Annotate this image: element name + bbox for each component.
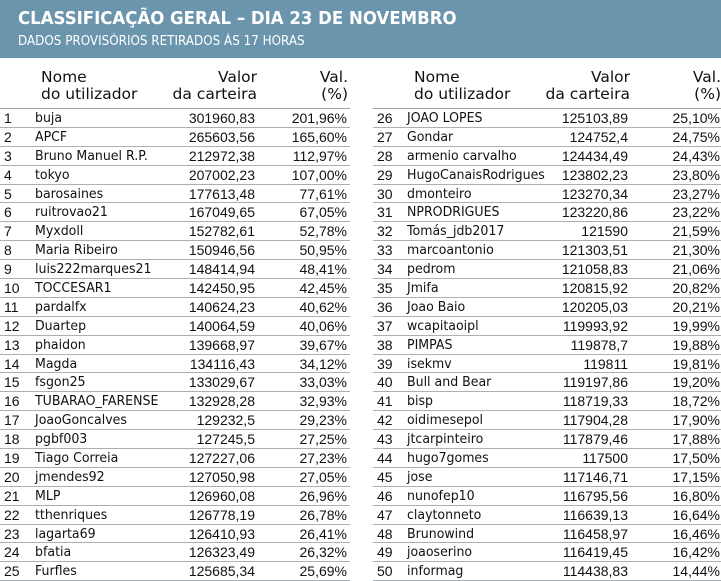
username-cell: HugoCanaisRodrigues bbox=[407, 166, 545, 183]
portfolio-value-cell: 142450,95 bbox=[188, 280, 255, 297]
rank-cell: 46 bbox=[377, 487, 393, 504]
portfolio-value-cell: 126778,19 bbox=[188, 506, 255, 523]
table-row bbox=[0, 279, 350, 298]
rank-cell: 14 bbox=[4, 355, 20, 372]
rank-cell: 33 bbox=[377, 242, 393, 259]
rank-cell: 34 bbox=[377, 261, 393, 278]
portfolio-value-cell: 119993,92 bbox=[562, 317, 628, 334]
portfolio-value-cell: 116639,13 bbox=[562, 506, 628, 523]
percent-change-cell: 112,97% bbox=[292, 147, 347, 164]
percent-change-cell: 32,93% bbox=[299, 393, 347, 410]
portfolio-value-cell: 167049,65 bbox=[188, 204, 255, 221]
percent-change-cell: 17,15% bbox=[672, 468, 720, 485]
rank-cell: 12 bbox=[4, 317, 20, 334]
portfolio-value-cell: 121058,83 bbox=[561, 261, 628, 278]
table-row bbox=[373, 185, 721, 204]
portfolio-value-cell: 116795,56 bbox=[562, 487, 628, 504]
percent-change-cell: 42,45% bbox=[299, 280, 347, 297]
username-cell: TUBARAO_FARENSE bbox=[35, 393, 159, 410]
rank-cell: 25 bbox=[4, 563, 20, 580]
username-cell: Maria Ribeiro bbox=[35, 242, 118, 259]
table-row bbox=[373, 109, 721, 128]
username-cell: Joao Baio bbox=[407, 298, 466, 315]
portfolio-value-cell: 129232,5 bbox=[196, 412, 255, 429]
table-row bbox=[0, 203, 350, 222]
header-pct: Val. (%) bbox=[692, 68, 721, 103]
percent-change-cell: 16,46% bbox=[672, 525, 720, 542]
table-row bbox=[373, 373, 721, 392]
rank-cell: 43 bbox=[377, 431, 393, 448]
rank-cell: 22 bbox=[4, 506, 20, 523]
percent-change-cell: 25,10% bbox=[672, 110, 720, 126]
percent-change-cell: 17,90% bbox=[672, 412, 720, 429]
table-row bbox=[373, 128, 721, 147]
table-row bbox=[0, 185, 350, 204]
username-cell: phaidon bbox=[35, 336, 86, 353]
table-row bbox=[0, 525, 350, 544]
portfolio-value-cell: 265603,56 bbox=[188, 128, 255, 145]
portfolio-value-cell: 125685,34 bbox=[188, 563, 255, 580]
rank-cell: 18 bbox=[4, 431, 20, 448]
percent-change-cell: 19,99% bbox=[672, 317, 720, 334]
table-row bbox=[373, 487, 721, 506]
table-header bbox=[373, 58, 721, 109]
table-row bbox=[373, 543, 721, 562]
table-body bbox=[0, 109, 350, 581]
table-row bbox=[0, 430, 350, 449]
table-row bbox=[373, 392, 721, 411]
username-cell: bfatia bbox=[35, 544, 72, 561]
portfolio-value-cell: 301960,83 bbox=[188, 110, 255, 126]
username-cell: Bruno Manuel R.P. bbox=[35, 147, 148, 164]
percent-change-cell: 24,75% bbox=[672, 128, 720, 145]
portfolio-value-cell: 124752,4 bbox=[569, 128, 628, 145]
percent-change-cell: 23,80% bbox=[672, 166, 720, 183]
page-subtitle: DADOS PROVISÓRIOS RETIRADOS ÀS 17 HORAS bbox=[18, 34, 305, 49]
portfolio-value-cell: 119878,7 bbox=[570, 336, 628, 353]
percent-change-cell: 24,43% bbox=[672, 147, 720, 164]
table-row bbox=[0, 241, 350, 260]
username-cell: JoaoGoncalves bbox=[35, 412, 127, 429]
portfolio-value-cell: 117146,71 bbox=[562, 468, 628, 485]
rank-cell: 31 bbox=[377, 204, 393, 221]
rank-cell: 42 bbox=[377, 412, 393, 429]
table-row bbox=[0, 411, 350, 430]
rank-cell: 50 bbox=[377, 563, 393, 580]
percent-change-cell: 40,62% bbox=[299, 298, 347, 315]
portfolio-value-cell: 212972,38 bbox=[188, 147, 255, 164]
portfolio-value-cell: 148414,94 bbox=[188, 261, 255, 278]
table-row bbox=[373, 279, 721, 298]
table-row bbox=[0, 317, 350, 336]
percent-change-cell: 26,96% bbox=[299, 487, 347, 504]
rank-cell: 8 bbox=[4, 242, 12, 259]
portfolio-value-cell: 121303,51 bbox=[561, 242, 628, 259]
percent-change-cell: 27,05% bbox=[299, 468, 347, 485]
table-row bbox=[0, 166, 350, 185]
rank-cell: 37 bbox=[377, 317, 393, 334]
rank-cell: 7 bbox=[4, 223, 12, 240]
username-cell: informag bbox=[407, 563, 464, 580]
username-cell: fsgon25 bbox=[35, 374, 86, 391]
username-cell: jmendes92 bbox=[35, 468, 105, 485]
portfolio-value-cell: 123270,34 bbox=[561, 185, 628, 202]
percent-change-cell: 19,20% bbox=[672, 374, 720, 391]
table-row bbox=[0, 562, 350, 581]
rank-cell: 15 bbox=[4, 374, 20, 391]
percent-change-cell: 33,03% bbox=[299, 374, 347, 391]
rank-cell: 9 bbox=[4, 261, 12, 278]
percent-change-cell: 17,88% bbox=[672, 431, 720, 448]
ranking-table-left bbox=[0, 58, 350, 581]
percent-change-cell: 25,69% bbox=[299, 563, 347, 580]
username-cell: NPRODRIGUES bbox=[407, 204, 500, 221]
portfolio-value-cell: 133029,67 bbox=[188, 374, 255, 391]
table-row bbox=[0, 468, 350, 487]
portfolio-value-cell: 126960,08 bbox=[188, 487, 255, 504]
table-row bbox=[373, 298, 721, 317]
portfolio-value-cell: 120815,92 bbox=[561, 280, 628, 297]
username-cell: jtcarpinteiro bbox=[407, 431, 484, 448]
portfolio-value-cell: 116458,97 bbox=[562, 525, 628, 542]
percent-change-cell: 165,60% bbox=[291, 128, 347, 145]
table-row bbox=[373, 222, 721, 241]
table-row bbox=[373, 336, 721, 355]
title-banner bbox=[0, 0, 721, 58]
rank-cell: 2 bbox=[4, 128, 12, 145]
username-cell: Brunowind bbox=[407, 525, 475, 542]
percent-change-cell: 21,30% bbox=[672, 242, 720, 259]
page-title: CLASSIFICAÇÃO GERAL – DIA 23 DE NOVEMBRO bbox=[18, 8, 457, 29]
table-row bbox=[373, 525, 721, 544]
username-cell: dmonteiro bbox=[407, 185, 472, 202]
table-row bbox=[0, 373, 350, 392]
rank-cell: 36 bbox=[377, 298, 393, 315]
portfolio-value-cell: 126410,93 bbox=[188, 525, 255, 542]
portfolio-value-cell: 118719,33 bbox=[562, 393, 628, 410]
username-cell: wcapitaoipl bbox=[407, 317, 479, 334]
rank-cell: 35 bbox=[377, 280, 393, 297]
portfolio-value-cell: 150946,56 bbox=[188, 242, 255, 259]
rank-cell: 21 bbox=[4, 487, 20, 504]
percent-change-cell: 27,23% bbox=[299, 450, 347, 467]
portfolio-value-cell: 132928,28 bbox=[188, 393, 255, 410]
percent-change-cell: 16,80% bbox=[672, 487, 720, 504]
username-cell: lagarta69 bbox=[35, 525, 96, 542]
table-row bbox=[0, 449, 350, 468]
username-cell: PIMPAS bbox=[407, 336, 453, 353]
table-row bbox=[0, 506, 350, 525]
username-cell: MLP bbox=[35, 487, 61, 504]
username-cell: barosaines bbox=[35, 185, 104, 202]
username-cell: buja bbox=[35, 110, 63, 126]
percent-change-cell: 77,61% bbox=[299, 185, 347, 202]
username-cell: joaoserino bbox=[407, 544, 473, 561]
percent-change-cell: 20,21% bbox=[672, 298, 720, 315]
percent-change-cell: 27,25% bbox=[299, 431, 347, 448]
username-cell: luis222marques21 bbox=[35, 261, 152, 278]
rank-cell: 17 bbox=[4, 412, 20, 429]
rank-cell: 11 bbox=[4, 298, 19, 315]
rank-cell: 26 bbox=[377, 110, 393, 126]
table-row bbox=[0, 543, 350, 562]
percent-change-cell: 48,41% bbox=[299, 261, 347, 278]
username-cell: jose bbox=[407, 468, 433, 485]
table-row bbox=[0, 298, 350, 317]
portfolio-value-cell: 114438,83 bbox=[562, 563, 628, 580]
header-value: Valor da carteira bbox=[545, 68, 630, 103]
table-row bbox=[373, 317, 721, 336]
username-cell: armenio carvalho bbox=[407, 147, 517, 164]
username-cell: Bull and Bear bbox=[407, 374, 492, 391]
portfolio-value-cell: 127227,06 bbox=[188, 450, 255, 467]
username-cell: Magda bbox=[35, 355, 78, 372]
rank-cell: 13 bbox=[4, 336, 20, 353]
table-row bbox=[373, 562, 721, 581]
username-cell: marcoantonio bbox=[407, 242, 494, 259]
username-cell: pedrom bbox=[407, 261, 456, 278]
rank-cell: 3 bbox=[4, 147, 12, 164]
percent-change-cell: 20,82% bbox=[672, 280, 720, 297]
rank-cell: 47 bbox=[377, 506, 393, 523]
username-cell: Duartep bbox=[35, 317, 87, 334]
percent-change-cell: 23,22% bbox=[672, 204, 720, 221]
table-row bbox=[0, 260, 350, 279]
username-cell: oidimesepol bbox=[407, 412, 483, 429]
portfolio-value-cell: 140624,23 bbox=[188, 298, 255, 315]
table-row bbox=[373, 355, 721, 374]
portfolio-value-cell: 116419,45 bbox=[562, 544, 628, 561]
username-cell: TOCCESAR1 bbox=[35, 280, 112, 297]
rank-cell: 20 bbox=[4, 468, 20, 485]
header-name: Nome do utilizador bbox=[41, 68, 138, 103]
percent-change-cell: 50,95% bbox=[299, 242, 347, 259]
portfolio-value-cell: 119197,86 bbox=[562, 374, 628, 391]
portfolio-value-cell: 124434,49 bbox=[561, 147, 628, 164]
username-cell: isekmv bbox=[407, 355, 452, 372]
rank-cell: 38 bbox=[377, 336, 393, 353]
username-cell: Tomás_jdb2017 bbox=[407, 223, 505, 240]
table-row bbox=[373, 449, 721, 468]
portfolio-value-cell: 127245,5 bbox=[196, 431, 255, 448]
table-row bbox=[0, 109, 350, 128]
percent-change-cell: 16,64% bbox=[672, 506, 720, 523]
portfolio-value-cell: 152782,61 bbox=[188, 223, 255, 240]
table-row bbox=[0, 222, 350, 241]
percent-change-cell: 19,88% bbox=[672, 336, 720, 353]
percent-change-cell: 52,78% bbox=[299, 223, 347, 240]
percent-change-cell: 29,23% bbox=[299, 412, 347, 429]
table-row bbox=[373, 241, 721, 260]
percent-change-cell: 21,06% bbox=[672, 261, 720, 278]
rank-cell: 29 bbox=[377, 166, 393, 183]
percent-change-cell: 23,27% bbox=[672, 185, 720, 202]
portfolio-value-cell: 140064,59 bbox=[188, 317, 255, 334]
username-cell: Jmifa bbox=[407, 280, 439, 297]
percent-change-cell: 26,32% bbox=[299, 544, 347, 561]
portfolio-value-cell: 117500 bbox=[582, 450, 628, 467]
portfolio-value-cell: 119811 bbox=[583, 355, 628, 372]
username-cell: claytonneto bbox=[407, 506, 482, 523]
username-cell: Tiago Correia bbox=[35, 450, 119, 467]
username-cell: Furfles bbox=[35, 563, 77, 580]
table-row bbox=[373, 506, 721, 525]
rank-cell: 24 bbox=[4, 544, 20, 561]
portfolio-value-cell: 126323,49 bbox=[188, 544, 255, 561]
rank-cell: 16 bbox=[4, 393, 20, 410]
table-row bbox=[0, 355, 350, 374]
username-cell: ruitrovao21 bbox=[35, 204, 108, 221]
rank-cell: 49 bbox=[377, 544, 393, 561]
percent-change-cell: 16,42% bbox=[672, 544, 720, 561]
portfolio-value-cell: 207002,23 bbox=[188, 166, 255, 183]
table-row bbox=[373, 468, 721, 487]
percent-change-cell: 40,06% bbox=[299, 317, 347, 334]
rank-cell: 19 bbox=[4, 450, 20, 467]
rank-cell: 10 bbox=[4, 280, 20, 297]
table-row bbox=[373, 166, 721, 185]
rank-cell: 32 bbox=[377, 223, 393, 240]
portfolio-value-cell: 177613,48 bbox=[188, 185, 255, 202]
header-pct: Val. (%) bbox=[319, 68, 348, 103]
percent-change-cell: 39,67% bbox=[299, 336, 347, 353]
ranking-table-right bbox=[373, 58, 721, 581]
rank-cell: 40 bbox=[377, 374, 393, 391]
percent-change-cell: 201,96% bbox=[291, 110, 347, 126]
table-row bbox=[0, 487, 350, 506]
table-row bbox=[373, 147, 721, 166]
rank-cell: 5 bbox=[4, 185, 12, 202]
portfolio-value-cell: 117904,28 bbox=[562, 412, 628, 429]
header-name: Nome do utilizador bbox=[414, 68, 511, 103]
table-row bbox=[373, 260, 721, 279]
percent-change-cell: 21,59% bbox=[672, 223, 720, 240]
username-cell: nunofep10 bbox=[407, 487, 475, 504]
username-cell: bisp bbox=[407, 393, 433, 410]
table-body bbox=[373, 109, 721, 581]
table-header bbox=[0, 58, 350, 109]
percent-change-cell: 19,81% bbox=[672, 355, 720, 372]
table-row bbox=[0, 128, 350, 147]
rank-cell: 1 bbox=[4, 110, 12, 126]
rank-cell: 4 bbox=[4, 166, 12, 183]
username-cell: tthenriques bbox=[35, 506, 108, 523]
rank-cell: 6 bbox=[4, 204, 12, 221]
portfolio-value-cell: 127050,98 bbox=[188, 468, 255, 485]
rank-cell: 41 bbox=[377, 393, 393, 410]
portfolio-value-cell: 117879,46 bbox=[562, 431, 628, 448]
portfolio-value-cell: 139668,97 bbox=[188, 336, 255, 353]
portfolio-value-cell: 120205,03 bbox=[561, 298, 628, 315]
percent-change-cell: 26,78% bbox=[299, 506, 347, 523]
rank-cell: 28 bbox=[377, 147, 393, 164]
portfolio-value-cell: 121590 bbox=[581, 223, 628, 240]
table-row bbox=[0, 147, 350, 166]
table-row bbox=[373, 203, 721, 222]
rank-cell: 30 bbox=[377, 185, 393, 202]
table-row bbox=[0, 336, 350, 355]
username-cell: Myxdoll bbox=[35, 223, 84, 240]
username-cell: Gondar bbox=[407, 128, 454, 145]
rank-cell: 23 bbox=[4, 525, 20, 542]
portfolio-value-cell: 125103,89 bbox=[561, 110, 628, 126]
percent-change-cell: 26,41% bbox=[299, 525, 347, 542]
rank-cell: 44 bbox=[377, 450, 393, 467]
username-cell: pardalfx bbox=[35, 298, 87, 315]
rank-cell: 45 bbox=[377, 468, 393, 485]
username-cell: tokyo bbox=[35, 166, 70, 183]
percent-change-cell: 107,00% bbox=[291, 166, 347, 183]
username-cell: hugo7gomes bbox=[407, 450, 489, 467]
username-cell: pgbf003 bbox=[35, 431, 88, 448]
percent-change-cell: 67,05% bbox=[299, 204, 347, 221]
username-cell: JOAO LOPES bbox=[407, 110, 483, 126]
percent-change-cell: 34,12% bbox=[299, 355, 347, 372]
portfolio-value-cell: 123802,23 bbox=[561, 166, 628, 183]
table-row bbox=[0, 392, 350, 411]
rank-cell: 48 bbox=[377, 525, 393, 542]
percent-change-cell: 18,72% bbox=[672, 393, 720, 410]
rank-cell: 27 bbox=[377, 128, 393, 145]
percent-change-cell: 17,50% bbox=[672, 450, 720, 467]
header-value: Valor da carteira bbox=[172, 68, 257, 103]
portfolio-value-cell: 134116,43 bbox=[189, 355, 255, 372]
table-row bbox=[373, 430, 721, 449]
portfolio-value-cell: 123220,86 bbox=[561, 204, 628, 221]
table-row bbox=[373, 411, 721, 430]
rank-cell: 39 bbox=[377, 355, 393, 372]
percent-change-cell: 14,44% bbox=[672, 563, 720, 580]
username-cell: APCF bbox=[35, 128, 68, 145]
